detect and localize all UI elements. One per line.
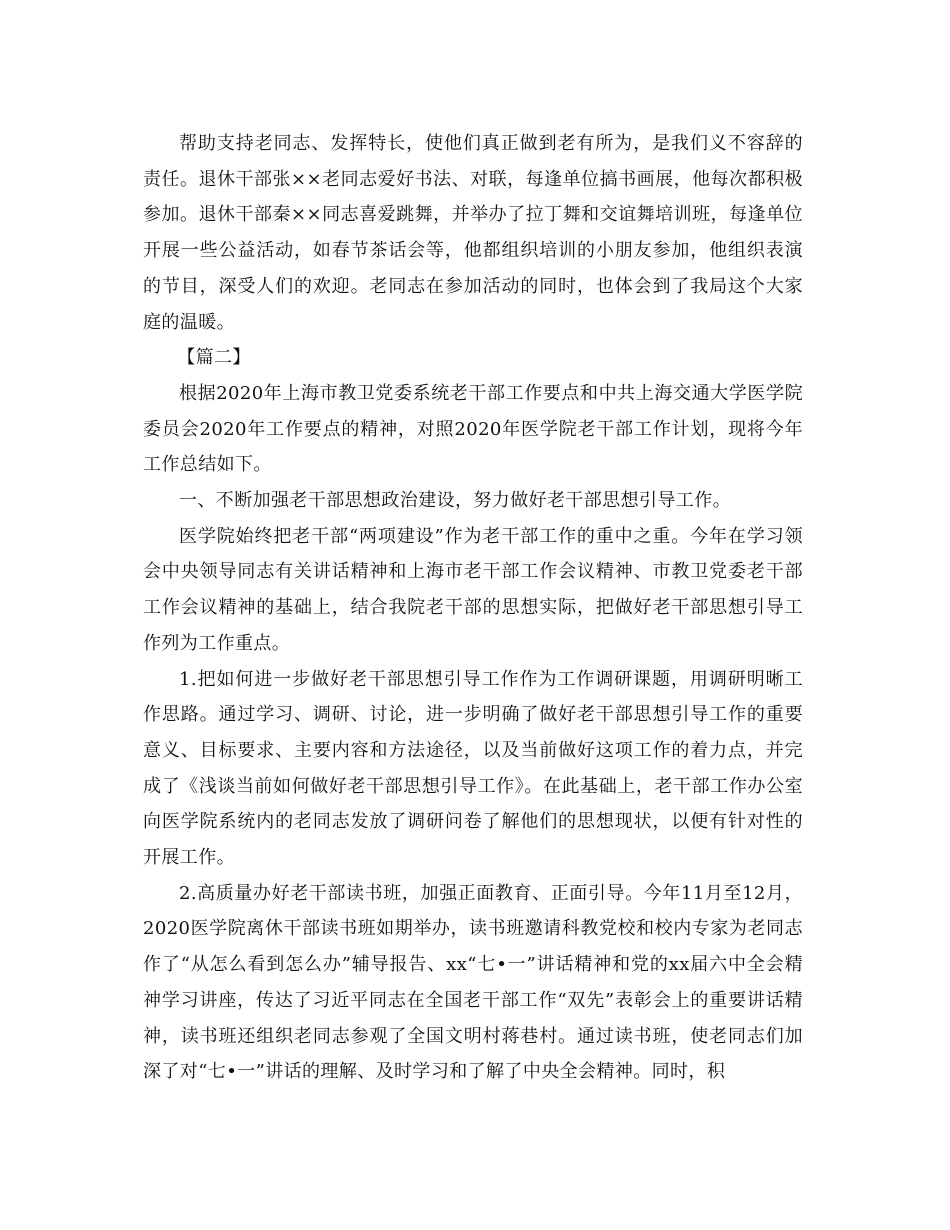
paragraph-section-one-title: 一、不断加强老干部思想政治建设，努力做好老干部思想引导工作。 xyxy=(179,490,731,512)
paragraph-intro: 根据2020年上海市教卫党委系统老干部工作要点和中共上海交通大学医学院委员会2020年工作要点的精神，对照2020年医学院老干部工作计划，现将今年工作总结如下。 xyxy=(143,382,803,476)
document-body xyxy=(143,126,803,1090)
paragraph-item-one: 1.把如何进一步做好老干部思想引导工作作为工作调研课题，用调研明晰工作思路。通过学习、调研、讨论，进一步明确了做好老干部思想引导工作的重要意义、目标要求、主要内容和方法途径，以及当前做好这项工作的着力点，并完成了《浅谈当前如何做好老干部思想引导工作》。在此基础上，老干部工作办公室向医学院系统内的老同志发放了调研问卷了解他们的思想现状，以便有针对性的开展工作。 xyxy=(143,668,803,869)
paragraph-section-one-body: 医学院始终把老干部“两项建设”作为老干部工作的重中之重。今年在学习领会中央领导同志有关讲话精神和上海市老干部工作会议精神、市教卫党委老干部工作会议精神的基础上，结合我院老干部的思想实际，把做好老干部思想引导工作列为工作重点。 xyxy=(143,525,803,654)
paragraph-item-two: 2.高质量办好老干部读书班，加强正面教育、正面引导。今年11月至12月，2020医学院离休干部读书班如期举办，读书班邀请科教党校和校内专家为老同志作了“从怎么看到怎么办”辅导报告、xx“七•一”讲话精神和党的xx届六中全会精神学习讲座，传达了习近平同志在全国老干部工作“双先”表彰会上的重要讲话精神，读书班还组织老同志参观了全国文明村蒋巷村。通过读书班，使老同志们加深了对“七•一”讲话的理解、及时学习和了解了中央全会精神。同时，积 xyxy=(143,882,803,1083)
paragraph-volunteer-activities: 帮助支持老同志、发挥特长，使他们真正做到老有所为，是我们义不容辞的责任。退休干部张××老同志爱好书法、对联，每逢单位搞书画展，他每次都积极参加。退休干部秦××同志喜爱跳舞，并举办了拉丁舞和交谊舞培训班，每逢单位开展一些公益活动，如春节茶话会等，他都组织培训的小朋友参加，他组织表演的节目，深受人们的欢迎。老同志在参加活动的同时，也体会到了我局这个大家庭的温暖。 xyxy=(143,133,803,333)
section-heading-part-two: 【篇二】 xyxy=(177,347,251,369)
